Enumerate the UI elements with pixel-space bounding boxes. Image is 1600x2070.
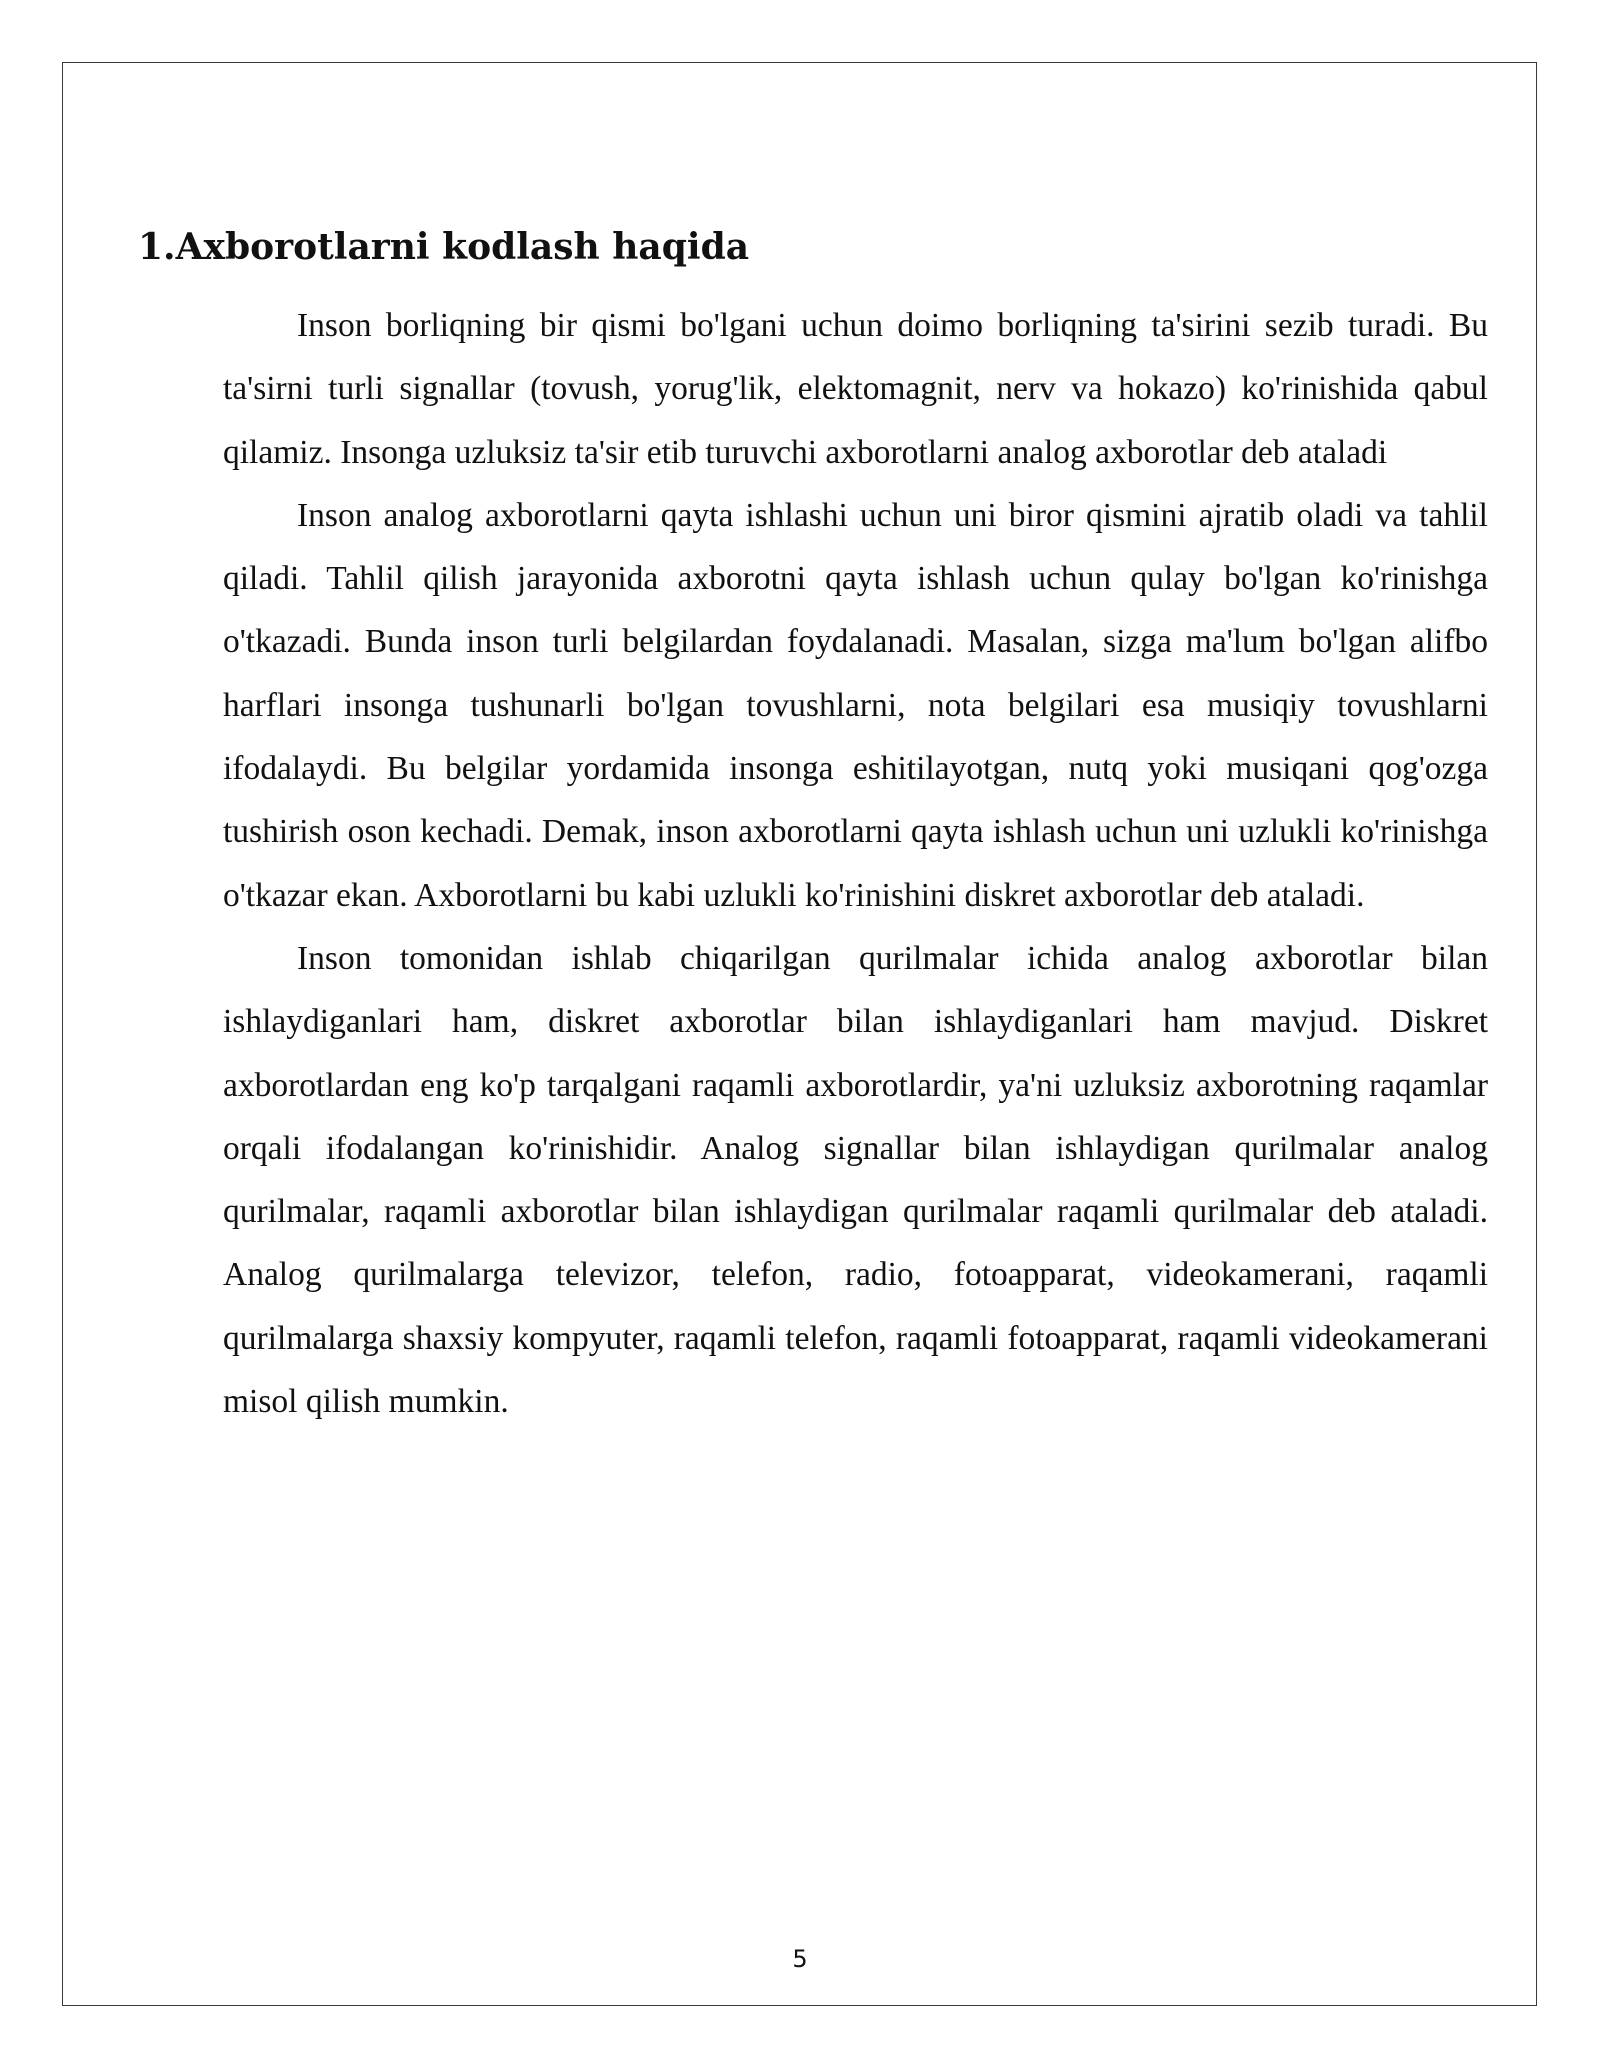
paragraph-1: Inson borliqning bir qismi bo'lgani uchun doimo borliqning ta'sirini sezib turadi. Bu ta'sirni turli signallar (tovush, yorug'lik, elektomagnit, nerv va hokazo) ko'rinishida qabul qilamiz. Insonga uzluksiz ta'sir etib turuvchi axborotlarni analog axborotlar deb ataladi <box>223 307 1488 471</box>
page-number: 5 <box>792 1945 808 1973</box>
paragraph-3: Inson tomonidan ishlab chiqarilgan qurilmalar ichida analog axborotlar bilan ishlaydiganlari ham, diskret axborotlar bilan ishlaydiganlari ham mavjud. Diskret axborotlardan eng ko'p tarqalgani raqamli axborotlardir, ya'ni uzluksiz axborotning raqamlar orqali ifodalangan ko'rinishidir. Analog signallar bilan ishlaydigan qurilmalar analog qurilmalar, raqamli axborotlar bilan ishlaydigan qurilmalar raqamli qurilmalar deb ataladi. Analog qurilmalarga televizor, telefon, radio, fotoapparat, videokamerani, raqamli qurilmalarga shaxsiy kompyuter, raqamli telefon, raqamli fotoapparat, raqamli videokamerani misol qilish mumkin. <box>223 939 1488 1421</box>
body-text <box>223 294 1488 1433</box>
section-heading: 1.Axborotlarni kodlash haqida <box>138 226 750 268</box>
paragraph-2: Inson analog axborotlarni qayta ishlashi uchun uni biror qismini ajratib oladi va tahlil qiladi. Tahlil qilish jarayonida axborotni qayta ishlash uchun qulay bo'lgan ko'rinishga o'tkazadi. Bunda inson turli belgilardan foydalanadi. Masalan, sizga ma'lum bo'lgan alifbo harflari insonga tushunarli bo'lgan tovushlarni, nota belgilari esa musiqiy tovushlarni ifodalaydi. Bu belgilar yordamida insonga eshitilayotgan, nutq yoki musiqani qog'ozga tushirish oson kechadi. Demak, inson axborotlarni qayta ishlash uchun uni uzlukli ko'rinishga o'tkazar ekan. Axborotlarni bu kabi uzlukli ko'rinishini diskret axborotlar deb ataladi. <box>223 496 1488 914</box>
